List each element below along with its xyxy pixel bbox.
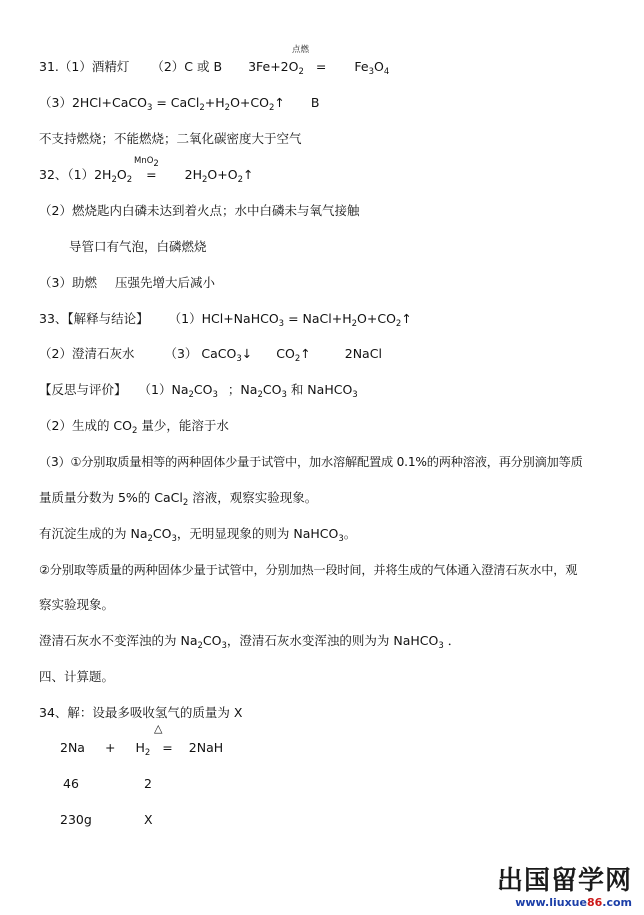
heat-condition-triangle: △ — [154, 722, 163, 735]
q33-line9: 察实验现象。 — [39, 597, 115, 612]
catalyst-label: MnO$_2$ — [134, 156, 159, 169]
q33-line3: 【反思与评价】 $(1)Na_2CO_3$ ；$Na_2CO_3$ 和 NaHCO$_3$ — [39, 382, 358, 400]
q31-part2: （2）C 或 B — [151, 59, 223, 74]
q34-row-230g: 230g — [60, 812, 92, 827]
q31-line2: （3）2HCl+CaCO$_3$ = $CaCl_2+H_2O+CO_2↑$ B — [39, 95, 320, 113]
q33-line6: 量质量分数为 5%的 CaCl$_2$ 溶液，观察实验现象。 — [39, 490, 318, 508]
q31-eq-product: Fe — [354, 59, 369, 74]
section-heading-calculation: 四、计算题。 — [39, 669, 115, 684]
q33-line1: 33、【解释与结论】 （1）HCl+NaHCO$_3$ = $NaCl+H_2O+CO_2↑$ — [39, 311, 412, 329]
q34-row-x: X — [144, 812, 153, 827]
q33-line7: 有沉淀生成的为 $Na_2CO_3$，无明显现象的则为 NaHCO$_3$。 — [39, 526, 357, 544]
q34-equation: $2Na + H_2 = 2NaH$ — [60, 740, 224, 758]
q31-eq-reactants: 3Fe+2O — [248, 59, 299, 74]
q31-eq-sign: = — [315, 59, 327, 74]
watermark-url: www.liuxue86.com — [515, 896, 632, 909]
q31-part1: 31.（1）酒精灯 — [39, 59, 130, 74]
watermark-logo — [497, 866, 632, 909]
q34-row-2: 2 — [144, 776, 152, 791]
q33-line8: ②分别取等质量的两种固体少量于试管中，分别加热一段时间，并将生成的气体通入澄清石灰水中，观 — [39, 563, 578, 577]
q33-line2: （2）澄清石灰水 （3） CaCO$_3$↓ $CO_2↑$ 2NaCl — [39, 346, 382, 364]
watermark-title: 出国留学网 — [496, 866, 632, 896]
q33-line5: （3）①分别取质量相等的两种固体少量于试管中，加水溶解配置成 0.1%的两种溶液，再分别滴加等质 — [39, 455, 583, 469]
reaction-condition-ignite: 点燃 — [292, 45, 310, 55]
q32-line1: 32、$(1)2H_2O_2$ = $2H_2O+O_2↑$ — [39, 167, 254, 185]
q34-row-46: 46 — [63, 776, 79, 791]
q31-line3: 不支持燃烧；不能燃烧；二氧化碳密度大于空气 — [39, 131, 302, 146]
q33-line4: （2）生成的 $CO_2$ 量少，能溶于水 — [39, 418, 229, 436]
q32-line2: （2）燃烧匙内白磷未达到着火点；水中白磷未与氧气接触 — [39, 203, 360, 218]
q31-line1: 31.（1）酒精灯 （2）C 或 B $3Fe+2O_2 = Fe_3O_4$ — [39, 59, 390, 77]
q33-line10: 澄清石灰水不变浑浊的为 $Na_2CO_3$，澄清石灰水变浑浊的则为为 NaHCO$_3$ ． — [39, 633, 461, 651]
q32-line3: 导管口有气泡，白磷燃烧 — [69, 239, 207, 254]
q32-line4: （3）助燃 压强先增大后减小 — [39, 275, 215, 290]
q34-line1: 34、解：设最多吸收氢气的质量为 X — [39, 705, 243, 720]
